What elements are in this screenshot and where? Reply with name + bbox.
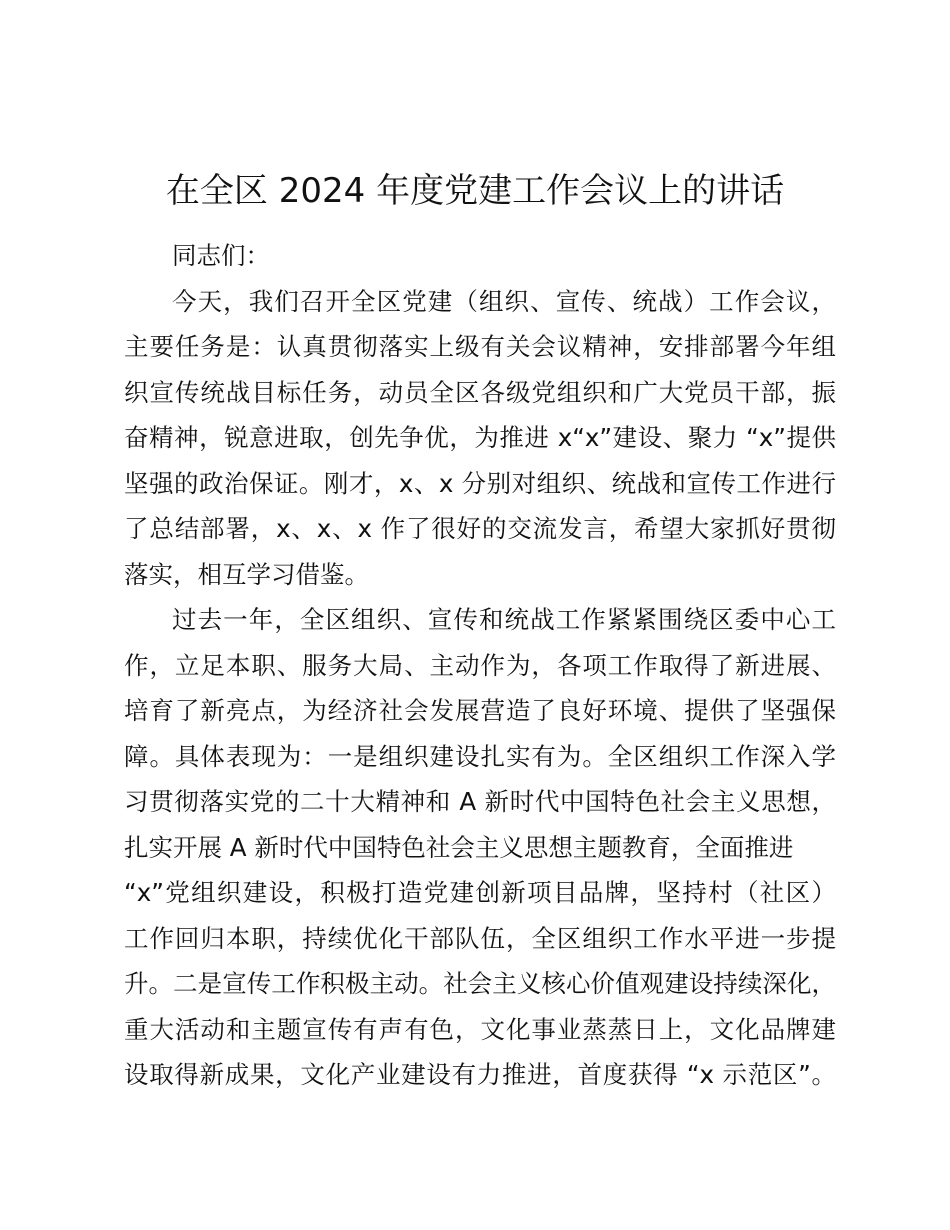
text-line: 坚强的政治保证。刚才，x、x 分别对组织、统战和宣传工作进行 <box>124 468 836 498</box>
document-title: 在全区 2024 年度党建工作会议上的讲话 <box>165 171 785 211</box>
text-line: 工作回归本职，持续优化干部队伍，全区组织工作水平进一步提 <box>124 923 836 953</box>
text-line: 今天，我们召开全区党建（组织、宣传、统战）工作会议， <box>172 286 836 316</box>
text-line: 了总结部署，x、x、x 作了很好的交流发言，希望大家抓好贯彻 <box>124 514 836 543</box>
text-line: 织宣传统战目标任务，动员全区各级党组织和广大党员干部，振 <box>124 377 836 407</box>
text-line: 主要任务是：认真贯彻落实上级有关会议精神，安排部署今年组 <box>124 332 836 361</box>
text-line: 过去一年，全区组织、宣传和统战工作紧紧围绕区委中心工 <box>172 605 836 634</box>
text-line: 落实，相互学习借鉴。 <box>124 559 369 589</box>
text-line: 培育了新亮点，为经济社会发展营造了良好环境、提供了坚强保 <box>124 696 836 725</box>
document-body <box>124 233 836 1098</box>
text-line: 同志们： <box>172 241 270 270</box>
text-line: 习贯彻落实党的二十大精神和 A 新时代中国特色社会主义思想， <box>124 787 836 816</box>
text-line: 升。二是宣传工作积极主动。社会主义核心价值观建设持续深化， <box>124 969 836 998</box>
text-line: 奋精神，锐意进取，创先争优，为推进 x“x”建设、聚力 “x”提供 <box>124 423 836 452</box>
text-line: 设取得新成果，文化产业建设有力推进，首度获得 “x 示范区”。 <box>124 1060 836 1089</box>
text-line: 障。具体表现为：一是组织建设扎实有为。全区组织工作深入学 <box>124 741 836 771</box>
text-line: 重大活动和主题宣传有声有色，文化事业蒸蒸日上，文化品牌建 <box>124 1014 836 1044</box>
text-line: 扎实开展 A 新时代中国特色社会主义思想主题教育，全面推进 <box>124 832 794 862</box>
text-line: 作，立足本职、服务大局、主动作为，各项工作取得了新进展、 <box>124 650 836 680</box>
text-line: “x”党组织建设，积极打造党建创新项目品牌，坚持村（社区） <box>124 878 836 907</box>
